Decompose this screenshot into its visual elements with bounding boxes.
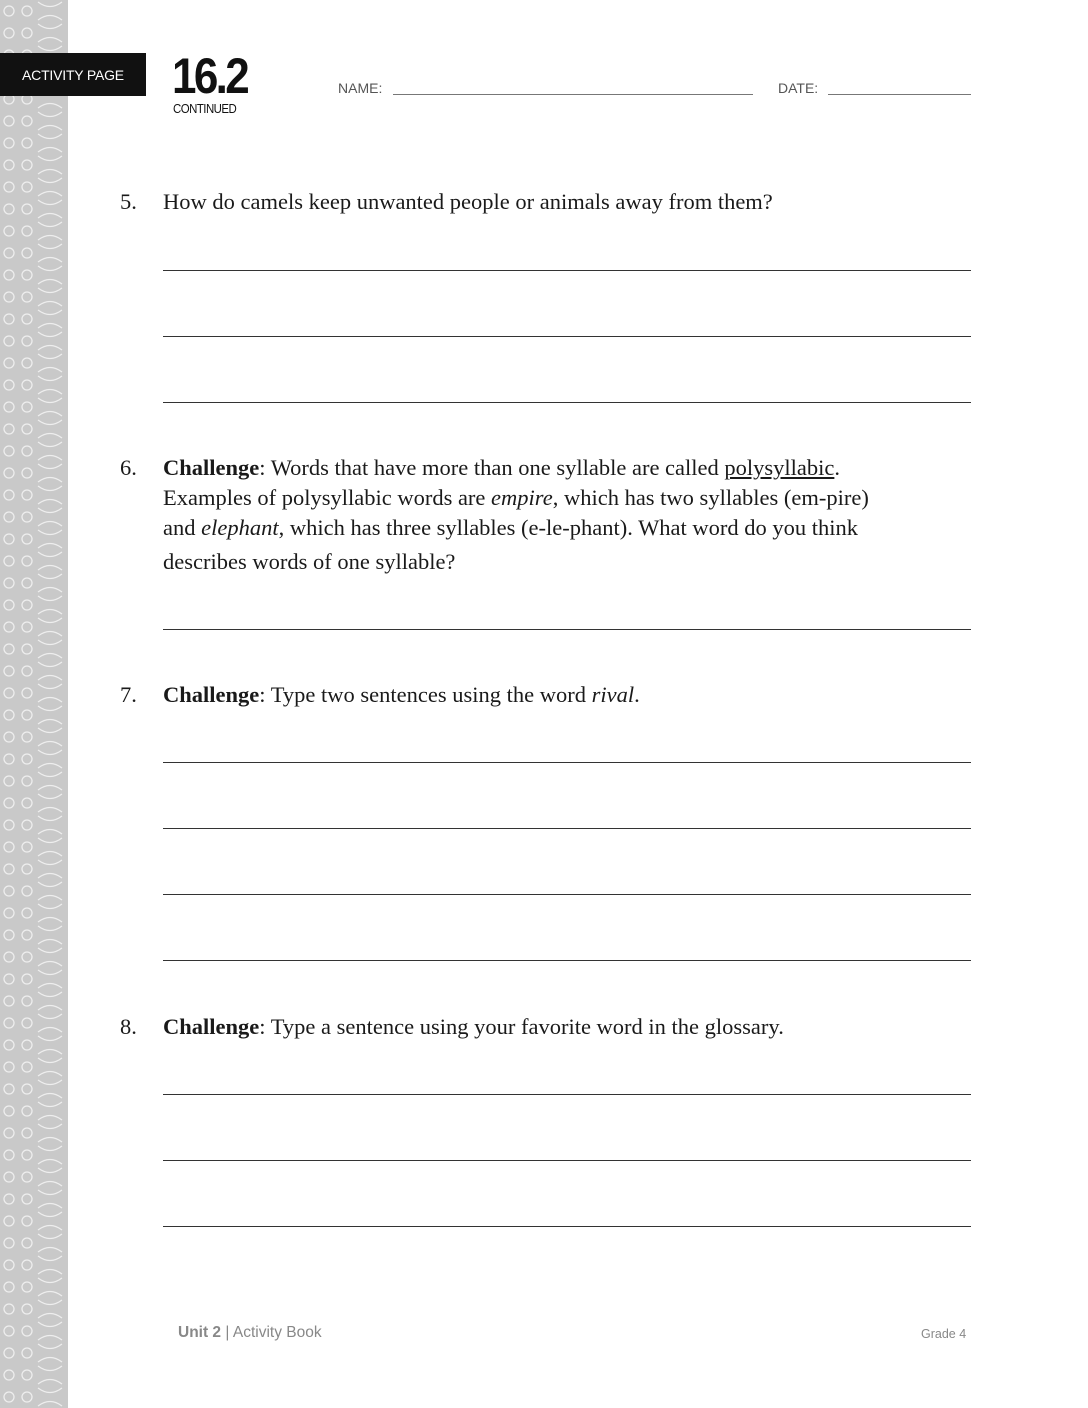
question-text (163, 680, 980, 710)
question-text (163, 513, 980, 543)
answer-line[interactable] (163, 629, 971, 630)
question-number: 8. (120, 1014, 137, 1039)
answer-line[interactable] (163, 1226, 971, 1227)
answer-line[interactable] (163, 402, 971, 403)
question-7 (120, 680, 980, 710)
date-label: DATE: (778, 80, 819, 96)
page-number: 16.2 (172, 48, 248, 104)
challenge-label: Challenge (163, 682, 260, 707)
date-field[interactable] (828, 94, 971, 95)
question-text (163, 483, 980, 513)
decorative-border (0, 0, 76, 1408)
question-5 (120, 187, 980, 217)
answer-line[interactable] (163, 894, 971, 895)
footer-grade: Grade 4 (921, 1327, 967, 1341)
answer-line[interactable] (163, 828, 971, 829)
example-word: elephant (201, 515, 279, 540)
question-number: 7. (120, 682, 137, 707)
text-run: and (163, 515, 202, 540)
answer-line[interactable] (163, 1094, 971, 1095)
continued-label: CONTINUED (173, 101, 237, 116)
unit-label: Unit 2 (178, 1324, 222, 1341)
text-run: Type a sentence using your favorite word in the glossary. (270, 1014, 784, 1039)
question-text (163, 453, 980, 483)
question-number: 5. (120, 189, 137, 214)
text-run: Examples of polysyllabic words are (163, 485, 492, 510)
question-6 (120, 453, 980, 577)
activity-page-tab: ACTIVITY PAGE (0, 53, 146, 96)
book-label: Activity Book (232, 1324, 322, 1341)
name-label: NAME: (338, 80, 383, 96)
separator: : (259, 455, 271, 480)
question-text: describes words of one syllable? (163, 549, 456, 574)
challenge-label: Challenge (163, 1014, 260, 1039)
question-number: 6. (120, 455, 137, 480)
text-run: Words that have more than one syllable are called (270, 455, 725, 480)
answer-line[interactable] (163, 270, 971, 271)
question-text: How do camels keep unwanted people or animals away from them? (163, 189, 773, 214)
answer-line[interactable] (163, 336, 971, 337)
separator: : (259, 682, 271, 707)
footer-unit (178, 1324, 322, 1342)
answer-line[interactable] (163, 1160, 971, 1161)
question-8 (120, 1012, 980, 1042)
question-text (163, 1012, 980, 1042)
example-word: empire (491, 485, 553, 510)
text-run: , which has three syllables (e-le-phant). What word do you think (278, 515, 859, 540)
text-run: Type two sentences using the word (270, 682, 592, 707)
footer-divider: | (221, 1324, 233, 1341)
text-run: , which has two syllables (em-pire) (552, 485, 869, 510)
vocab-term: rival (591, 682, 635, 707)
text-run: . (834, 455, 840, 480)
separator: : (259, 1014, 271, 1039)
text-run: . (634, 682, 640, 707)
answer-line[interactable] (163, 960, 971, 961)
vocab-term: polysyllabic (724, 455, 835, 480)
name-field[interactable] (393, 94, 753, 95)
answer-line[interactable] (163, 762, 971, 763)
challenge-label: Challenge (163, 455, 260, 480)
